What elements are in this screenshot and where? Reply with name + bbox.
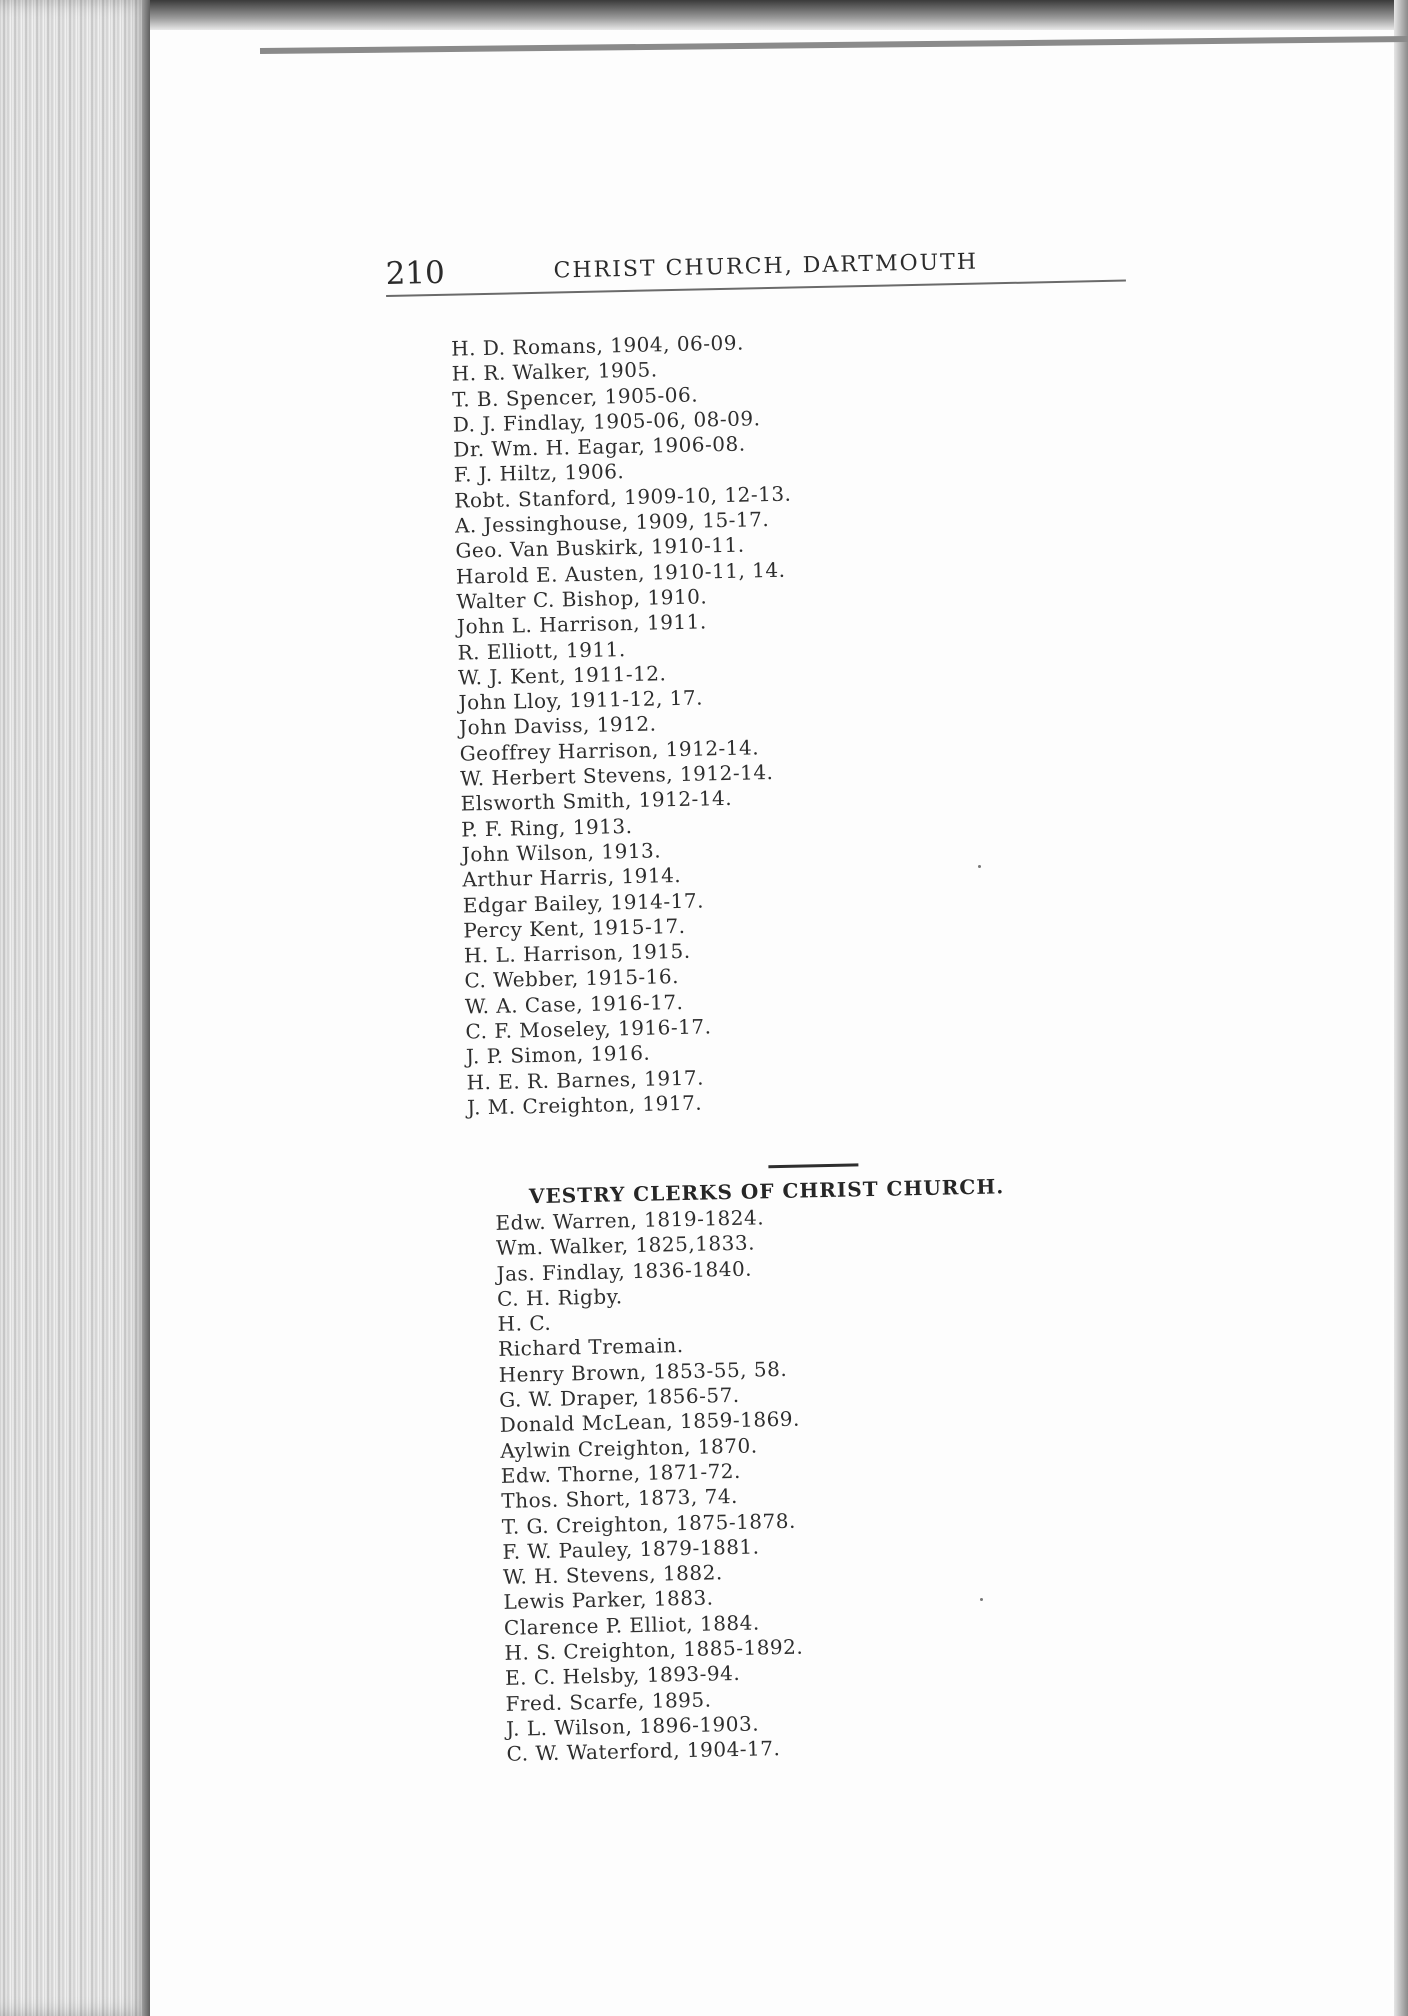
list-item: John L. Harrison, 1911. [456,609,707,639]
list-item: Donald McLean, 1859-1869. [499,1406,801,1438]
list-item: F. W. Pauley, 1879-1881. [502,1534,760,1564]
book-page-edges [0,0,150,2016]
list-item: W. J. Kent, 1911-12. [457,661,667,690]
list-item: Fred. Scarfe, 1895. [505,1687,712,1716]
vestry-clerks-heading: VESTRY CLERKS OF CHRIST CHURCH. [528,1174,1005,1209]
list-item: J. L. Wilson, 1896-1903. [505,1711,760,1741]
list-item: C. H. Rigby. [496,1284,623,1311]
list-item: Geoffrey Harrison, 1912-14. [459,735,760,766]
list-item: W. H. Stevens, 1882. [502,1560,723,1590]
running-head [385,241,1125,293]
list-item: H. D. Romans, 1904, 06-09. [450,330,745,361]
list-item: C. Webber, 1915-16. [464,964,680,993]
list-item: John Wilson, 1913. [461,838,662,867]
list-item: H. S. Creighton, 1885-1892. [504,1634,804,1665]
list-item: Dr. Wm. H. Eagar, 1906-08. [453,431,746,462]
list-item: Clarence P. Elliot, 1884. [503,1610,760,1640]
running-title: CHRIST CHURCH, DARTMOUTH [553,249,979,284]
list-item: R. Elliott, 1911. [457,636,626,665]
list-item: Henry Brown, 1853-55, 58. [498,1356,788,1387]
list-item: C. W. Waterford, 1904-17. [506,1736,781,1767]
list-item: H. E. R. Barnes, 1917. [466,1065,705,1095]
list-item: Edgar Bailey, 1914-17. [462,888,705,918]
section-divider [768,1163,858,1168]
list-item: W. Herbert Stevens, 1912-14. [459,760,774,791]
paper-speck [978,865,981,868]
list-item: Thos. Short, 1873, 74. [501,1484,739,1514]
list-item: E. C. Helsby, 1893-94. [504,1661,741,1691]
list-item: Robt. Stanford, 1909-10, 12-13. [454,481,792,513]
list-item: Jas. Findlay, 1836-1840. [496,1256,753,1286]
list-item: C. F. Moseley, 1916-17. [465,1014,712,1044]
list-item: John Daviss, 1912. [458,711,657,741]
list-item: H. C. [497,1310,552,1337]
list-item: Harold E. Austen, 1910-11, 14. [455,557,786,589]
list-item: Edw. Thorne, 1871-72. [500,1458,742,1488]
list-item: Geo. Van Buskirk, 1910-11. [455,532,745,563]
list-item: A. Jessinghouse, 1909, 15-17. [454,507,770,538]
list-item: D. J. Findlay, 1905-06, 08-09. [452,406,761,437]
list-item: T. G. Creighton, 1875-1878. [501,1508,797,1539]
list-item: P. F. Ring, 1913. [461,813,633,842]
page-number: 210 [385,254,446,293]
list-item: H. L. Harrison, 1915. [463,938,691,968]
list-item: Aylwin Creighton, 1870. [500,1433,758,1463]
page-text-block [145,12,1408,2016]
list-item: Elsworth Smith, 1912-14. [460,786,733,816]
list-item: Edw. Warren, 1819-1824. [495,1205,765,1235]
list-item: W. A. Case, 1916-17. [464,989,684,1019]
list-item: T. B. Spencer, 1905-06. [452,382,699,412]
list-item: Richard Tremain. [497,1333,684,1362]
list-item: John Lloy, 1911-12, 17. [458,685,704,715]
list-item: Percy Kent, 1915-17. [463,913,686,943]
list-item: G. W. Draper, 1856-57. [498,1382,740,1412]
list-item: J. P. Simon, 1916. [465,1040,651,1069]
list-item: H. R. Walker, 1905. [451,357,658,386]
book-page [150,30,1394,2016]
list-item: Wm. Walker, 1825,1833. [495,1230,756,1261]
list-item: Walter C. Bishop, 1910. [456,584,708,614]
list-item: F. J. Hiltz, 1906. [453,459,625,488]
list-item: Arthur Harris, 1914. [462,863,682,892]
vestry-clerks-list [495,1205,807,1768]
list-item: Lewis Parker, 1883. [503,1585,714,1615]
list-item: J. M. Creighton, 1917. [466,1090,703,1120]
header-rule [386,280,1126,297]
continued-name-list [451,330,804,1121]
paper-speck [980,1598,983,1601]
